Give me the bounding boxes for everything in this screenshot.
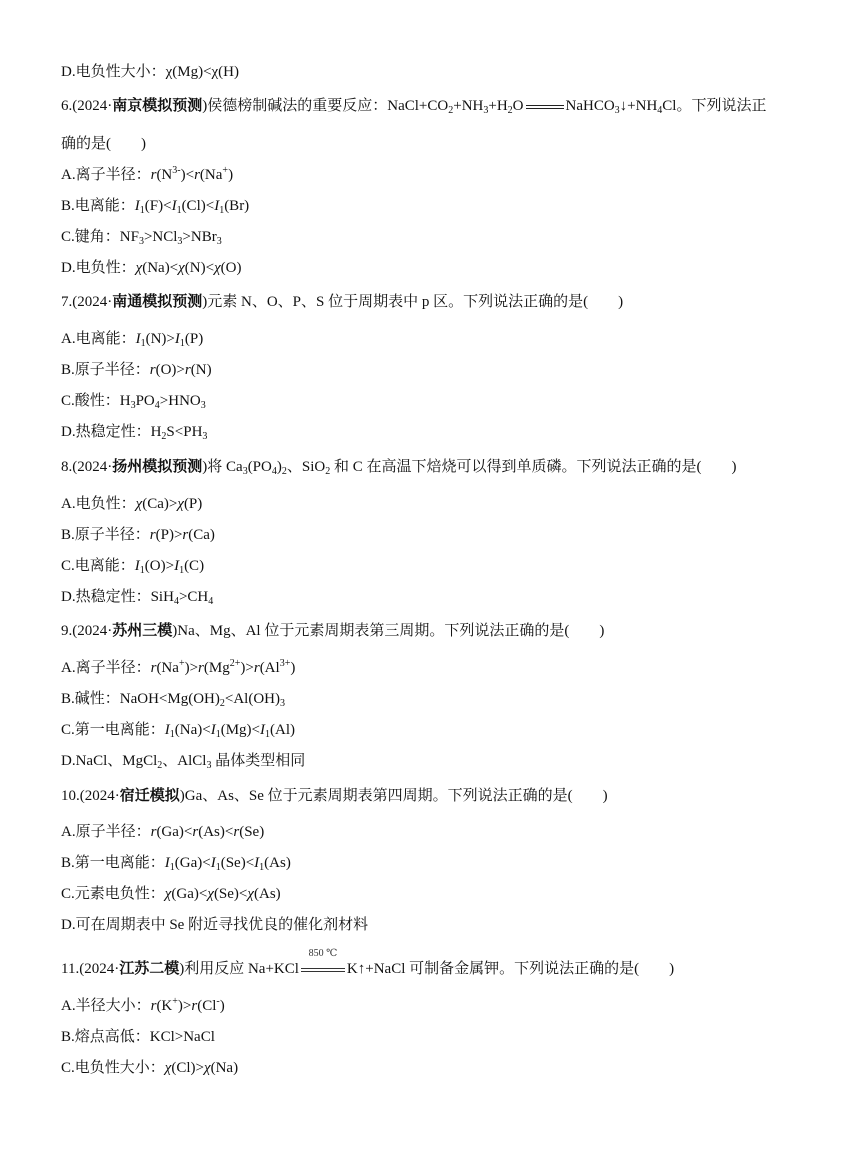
q7-option-c: C.酸性：$H_3PO_4>HNO_3$ bbox=[61, 393, 206, 411]
stem-text: 和 C 在高温下焙烧可以得到单质磷。下列说法正确的是( ) bbox=[330, 459, 737, 475]
q9-stem bbox=[61, 621, 604, 641]
option-text: A.半径大小： bbox=[61, 998, 151, 1014]
q10-option-a: A.原子半径：r(Ga)<r(As)<r(Se) bbox=[61, 824, 265, 840]
equals-sign bbox=[524, 97, 566, 117]
q-number: 6.(2024· bbox=[61, 98, 113, 114]
q7-option-d: D.热稳定性：$H_2S<PH_3$ bbox=[61, 424, 208, 442]
q-number: 7.(2024· bbox=[61, 294, 113, 310]
option-text: D.电负性大小：χ(Mg)<χ(H) bbox=[61, 64, 240, 80]
q10-option-c: C.元素电负性：χ(Ga)<χ(Se)<χ(As) bbox=[61, 886, 281, 902]
q-number: 11.(2024· bbox=[61, 961, 120, 977]
q5-option-d bbox=[61, 62, 239, 82]
q-source: 南通模拟预测 bbox=[112, 294, 203, 310]
stem-text: )Na、Mg、Al 位于元素周期表第三周期。下列说法正确的是( ) bbox=[172, 623, 605, 639]
reaction-condition-sign bbox=[299, 947, 347, 980]
stem-text: Cl。下列说法正 bbox=[662, 98, 767, 114]
q11-option-a: A.半径大小：r(K+)>r(Cl-) bbox=[61, 996, 225, 1014]
q11-stem bbox=[61, 947, 675, 980]
q10-option-b: B.第一电离能：$I_1(Ga)<I_1(Se)<I_1(As)$ bbox=[61, 855, 291, 873]
q-source: 江苏二模 bbox=[119, 961, 180, 977]
stem-text: )侯德榜制碱法的重要反应：NaCl+CO bbox=[202, 98, 449, 114]
stem-text: O bbox=[512, 98, 524, 114]
stem-text: 确的是( ) bbox=[61, 136, 146, 152]
q11-option-c: C.电负性大小：χ(Cl)>χ(Na) bbox=[61, 1060, 239, 1076]
stem-text: +H bbox=[488, 98, 508, 114]
option-text: B.第一电离能： bbox=[61, 855, 165, 871]
option-text: D.热稳定性：SiH bbox=[61, 589, 174, 605]
option-text: D.可在周期表中 Se 附近寻找优良的催化剂材料 bbox=[61, 917, 369, 933]
option-text: C.元素电负性： bbox=[61, 886, 165, 902]
q6-stem: 6.(2024·南京模拟预测)侯德榜制碱法的重要反应：$NaCl+CO_2+NH_3+H_2O$ $NaHCO_3↓+NH_4Cl$。下列说法正 bbox=[61, 98, 767, 116]
q-number: 10.(2024· bbox=[61, 788, 120, 804]
stem-text: ↓+NH bbox=[619, 98, 658, 114]
reaction-condition: 850 ℃ bbox=[308, 947, 338, 959]
stem-text: K↑+NaCl 可制备金属钾。下列说法正确的是( ) bbox=[346, 961, 675, 977]
q10-option-d bbox=[61, 915, 368, 935]
q10-stem bbox=[61, 786, 608, 806]
stem-text: +NH bbox=[453, 98, 484, 114]
q-source: 扬州模拟预测 bbox=[112, 459, 203, 475]
option-text: B.原子半径： bbox=[61, 527, 150, 543]
option-text: C.电负性大小： bbox=[61, 1060, 165, 1076]
q6-option-c: C.键角：$NF_3>NCl_3>NBr_3$ bbox=[61, 229, 222, 247]
option-text: C.电离能： bbox=[61, 558, 135, 574]
q11-option-b bbox=[61, 1027, 215, 1047]
q7-stem bbox=[61, 292, 623, 312]
q9-option-a: A.离子半径：$r(Na^+)>r(Mg^{2+})>r(Al^{3+})$ bbox=[61, 658, 296, 676]
option-text: A.电负性： bbox=[61, 496, 136, 512]
q6-option-b: B.电离能：$I_1(F)<I_1(Cl)<I_1(Br)$ bbox=[61, 198, 250, 216]
q8-option-b: B.原子半径：r(P)>r(Ca) bbox=[61, 527, 215, 543]
q-source: 宿迁模拟 bbox=[119, 788, 180, 804]
option-text: A.离子半径： bbox=[61, 660, 151, 676]
option-text: C.酸性：H bbox=[61, 393, 131, 409]
q9-option-d: D.NaCl、MgCl$_2$、AlCl$_3$ 晶体类型相同 bbox=[61, 753, 306, 771]
option-text: D.热稳定性：H bbox=[61, 424, 162, 440]
stem-text: 、SiO bbox=[286, 459, 326, 475]
option-text: D.电负性： bbox=[61, 260, 136, 276]
option-text: B.熔点高低：KCl>NaCl bbox=[61, 1029, 215, 1045]
q7-option-b: B.原子半径：r(O)>r(N) bbox=[61, 362, 212, 378]
q6-stem-cont bbox=[61, 134, 146, 154]
stem-text: ) bbox=[276, 459, 282, 475]
option-text: A.电离能： bbox=[61, 331, 136, 347]
stem-text: (PO bbox=[247, 459, 272, 475]
q7-option-a: A.电离能：$I_1(N)>I_1(P)$ bbox=[61, 331, 204, 349]
q-number: 9.(2024· bbox=[61, 623, 113, 639]
q6-option-d: D.电负性：χ(Na)<χ(N)<χ(O) bbox=[61, 260, 242, 276]
option-text: C.第一电离能： bbox=[61, 722, 165, 738]
q6-option-a: A.离子半径：$r(N^{3-})<r(Na^+)$ bbox=[61, 165, 234, 183]
q8-stem: 8.(2024·扬州模拟预测)将 $Ca_3(PO_4)_2$、SiO$_2$ 和 C 在高温下焙烧可以得到单质磷。下列说法正确的是( ) bbox=[61, 459, 737, 477]
q9-option-b: B.碱性：$NaOH<Mg(OH)_2<Al(OH)_3$ bbox=[61, 691, 285, 709]
stem-text: )利用反应 Na+KCl bbox=[179, 961, 299, 977]
q8-option-d: D.热稳定性：$SiH_4>CH_4$ bbox=[61, 589, 214, 607]
stem-text: )元素 N、O、P、S 位于周期表中 p 区。下列说法正确的是( ) bbox=[202, 294, 624, 310]
option-text: A.离子半径： bbox=[61, 167, 151, 183]
option-text: B.原子半径： bbox=[61, 362, 150, 378]
stem-text: NaHCO bbox=[565, 98, 615, 114]
option-text: C.键角：NF bbox=[61, 229, 139, 245]
option-text: B.电离能： bbox=[61, 198, 135, 214]
q8-option-c: C.电离能：$I_1(O)>I_1(C)$ bbox=[61, 558, 205, 576]
q-source: 南京模拟预测 bbox=[112, 98, 203, 114]
option-text: D.NaCl、MgCl bbox=[61, 753, 158, 769]
q9-option-c: C.第一电离能：$I_1(Na)<I_1(Mg)<I_1(Al)$ bbox=[61, 722, 296, 740]
q-source: 苏州三模 bbox=[112, 623, 173, 639]
stem-text: )将 Ca bbox=[202, 459, 243, 475]
option-text: A.原子半径： bbox=[61, 824, 151, 840]
stem-text: )Ga、As、Se 位于元素周期表第四周期。下列说法正确的是( ) bbox=[179, 788, 608, 804]
q8-option-a: A.电负性：χ(Ca)>χ(P) bbox=[61, 496, 203, 512]
option-text: B.碱性：NaOH<Mg(OH) bbox=[61, 691, 220, 707]
q-number: 8.(2024· bbox=[61, 459, 113, 475]
